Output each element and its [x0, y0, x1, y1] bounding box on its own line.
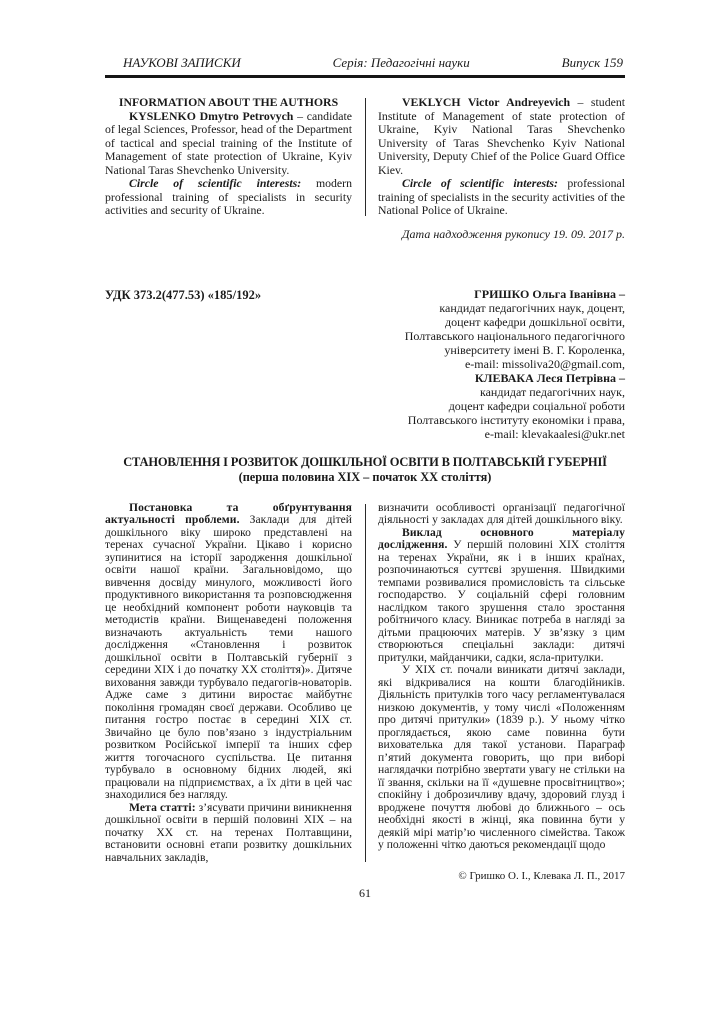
paragraph-text: з’ясувати причини виникнення дошкільної освіти в першій половині XIX – на початку XX ст. на теренах Полтавщини, встановити основні етапи розвитку дошкільних навчальних закладів,	[105, 800, 352, 864]
column-divider-top	[365, 98, 366, 216]
paragraph-history-19th-century	[378, 664, 625, 852]
author-name-kyslenko: KYSLENKO Dmytro Petrovych	[129, 108, 294, 123]
paragraph-text: визначити особливості організації педагогічної діяльності у закладах для дітей дошкільного віку.	[378, 500, 625, 526]
body-left-column	[105, 502, 352, 865]
article-author-name-klevaka: КЛЕВАКА Леся Петрівна –	[474, 370, 625, 385]
author-affiliation-line: університету імені В. Г. Короленка,	[444, 342, 625, 357]
author-bio-text: – candidate of legal Sciences, Professor, head of the Department of tactical and special training of the Institute of Management of state protection of Ukraine, Kyiv National Taras Shevchenko University.	[105, 108, 352, 177]
column-divider-body	[365, 504, 366, 863]
author-affiliation-line: кандидат педагогічних наук,	[479, 384, 625, 399]
journal-title: НАУКОВІ ЗАПИСКИ	[123, 55, 241, 70]
body-right-column	[378, 502, 625, 865]
authors-info-heading: INFORMATION ABOUT THE AUTHORS	[118, 95, 339, 109]
interests-label: Circle of scientific interests:	[402, 176, 558, 190]
author-affiliation-line: кандидат педагогічних наук, доцент,	[439, 300, 625, 315]
author-interests-veklych	[378, 177, 625, 218]
article-body	[105, 502, 625, 865]
udc-authors-row	[105, 287, 625, 441]
author-bio-kyslenko	[105, 110, 352, 178]
paragraph-main-material	[378, 527, 625, 665]
paragraph-lead: Мета статті:	[129, 800, 196, 814]
author-bio-text: – student Institute of Management of state protection of Ukraine, Kyiv National Taras Shevchenko University of Taras Shevchenko Kyiv National University, Deputy Chief of the Police Guard Office Kiev.	[378, 95, 625, 177]
paragraph-problem-statement	[105, 502, 352, 802]
article-authors-block	[405, 287, 625, 441]
article-author-name-hryshko: ГРИШКО Ольга Іванівна –	[474, 286, 625, 301]
authors-info-right-column	[378, 96, 625, 218]
paragraph-text: У XIX ст. почали виникати дитячі заклади, які відкривалися на кошти благодійників. Діяльність притулків того часу регламентувалася низкою документів, у тому числі «Положенням про дитячі притулки» (1839 р.). У ньому чітко проглядається, якою саме повинна бути вихователька для такої установи. Параграф п’ятий документа говорить, що при виборі наглядачки потрібно звертати увагу не стільки на її звання, скільки на її «душевне просвітництво»; спокійну і доброзичливу вдачу, здоровий глузд і вроджене почуття любові до ближнього – ось необхідні якості в жінці, яка повинна бути у деякій мірі матір’ю численного сімейства. Також у положенні чітко даються рекомендації щодо	[378, 663, 625, 851]
authors-info-left-column	[105, 96, 352, 218]
author-email-hryshko: e-mail: missoliva20@gmail.com,	[464, 356, 625, 371]
paragraph-article-aim	[105, 802, 352, 865]
udc-code: УДК 373.2(477.53) «185/192»	[105, 287, 262, 302]
interests-text: professional training of specialists in the security activities of the National Police of Ukraine.	[378, 176, 625, 217]
series-title: Серія: Педагогічні науки	[332, 55, 470, 70]
author-affiliation-line: Полтавського інституту економіки і права,	[407, 412, 625, 427]
author-interests-kyslenko	[105, 177, 352, 218]
paragraph-text: Заклади для дітей дошкільного віку широко представлені на теренах сучасної України. Цікаво і корисно зупинитися на історії зародження дошкільної освіти нашої країни. Загальновідомо, що вивчення досвіду минулого, можливості його продуктивного використання та розповсюдження це необхідний компонент роботи науковців та методистів країни. Вищенаведені положення визначають актуальність теми нашого дослідження «Становлення і розвиток дошкільної освіти в Полтавській губернії з середини XIX і до початку XX століття)». Дитяче виховання завжди турбувало педагогів-новаторів. Адже саме з дитини виростає майбутнє покоління громадян своєї держави. Особливо це питання гостро постає в середині XIX ст. Звичайно це було пов’язано з індустріальним розвитком Російської імперії та інших сфер життя тогочасного суспільства. Це питання турбувало в основному бідних людей, які працювали на підприємствах, а їх діти в цей час знаходилися без нагляду.	[105, 513, 352, 801]
author-affiliation-line: доцент кафедри дошкільної освіти,	[445, 314, 625, 329]
author-affiliation-line: доцент кафедри соціальної роботи	[448, 398, 625, 413]
paragraph-lead: Постановка та обґрунтування актуальності проблеми.	[105, 500, 352, 526]
author-bio-veklych	[378, 96, 625, 177]
manuscript-received-date: Дата надходження рукопису 19. 09. 2017 р.	[401, 226, 625, 241]
issue-number: Випуск 159	[561, 55, 623, 70]
interests-label: Circle of scientific interests:	[129, 176, 302, 190]
page-content	[105, 0, 625, 901]
author-name-veklych: VEKLYCH Victor Andreyevich	[402, 95, 571, 109]
article-title: СТАНОВЛЕННЯ І РОЗВИТОК ДОШКІЛЬНОЇ ОСВІТИ В ПОЛТАВСЬКІЙ ГУБЕРНІЇ	[123, 454, 607, 469]
paragraph-aim-continuation	[378, 502, 625, 527]
article-subtitle: (перша половина XIX – початок XX століття)	[238, 469, 492, 484]
author-affiliation-line: Полтавського національного педагогічного	[404, 328, 625, 343]
paragraph-text: У першій половині XIX століття на теренах України, як і в інших країнах, розпочинаються суттєві зрушення. Швидкими темпами розвивалися промисловість та сільське господарство. У соціальній сфері головним наслідком такого зрушення стало зростання робітничого класу. Виникає потреба в нагляді за дітьми працюючих матерів. У зв’язку з цим створюються спеціальні заклади: дитячі притулки, майданчики, садки, ясла-притулки.	[378, 538, 625, 664]
running-head	[105, 55, 625, 78]
author-email-klevaka: e-mail: klevakaalesi@ukr.net	[484, 426, 625, 441]
authors-info-section	[105, 96, 625, 218]
paragraph-lead: Виклад основного матеріалу дослідження.	[378, 525, 625, 551]
copyright-notice: © Гришко О. І., Клевака Л. П., 2017	[458, 870, 625, 882]
interests-text: modern professional training of specialists in security activities and security of Ukraine.	[105, 176, 352, 217]
page-number: 61	[359, 886, 371, 900]
